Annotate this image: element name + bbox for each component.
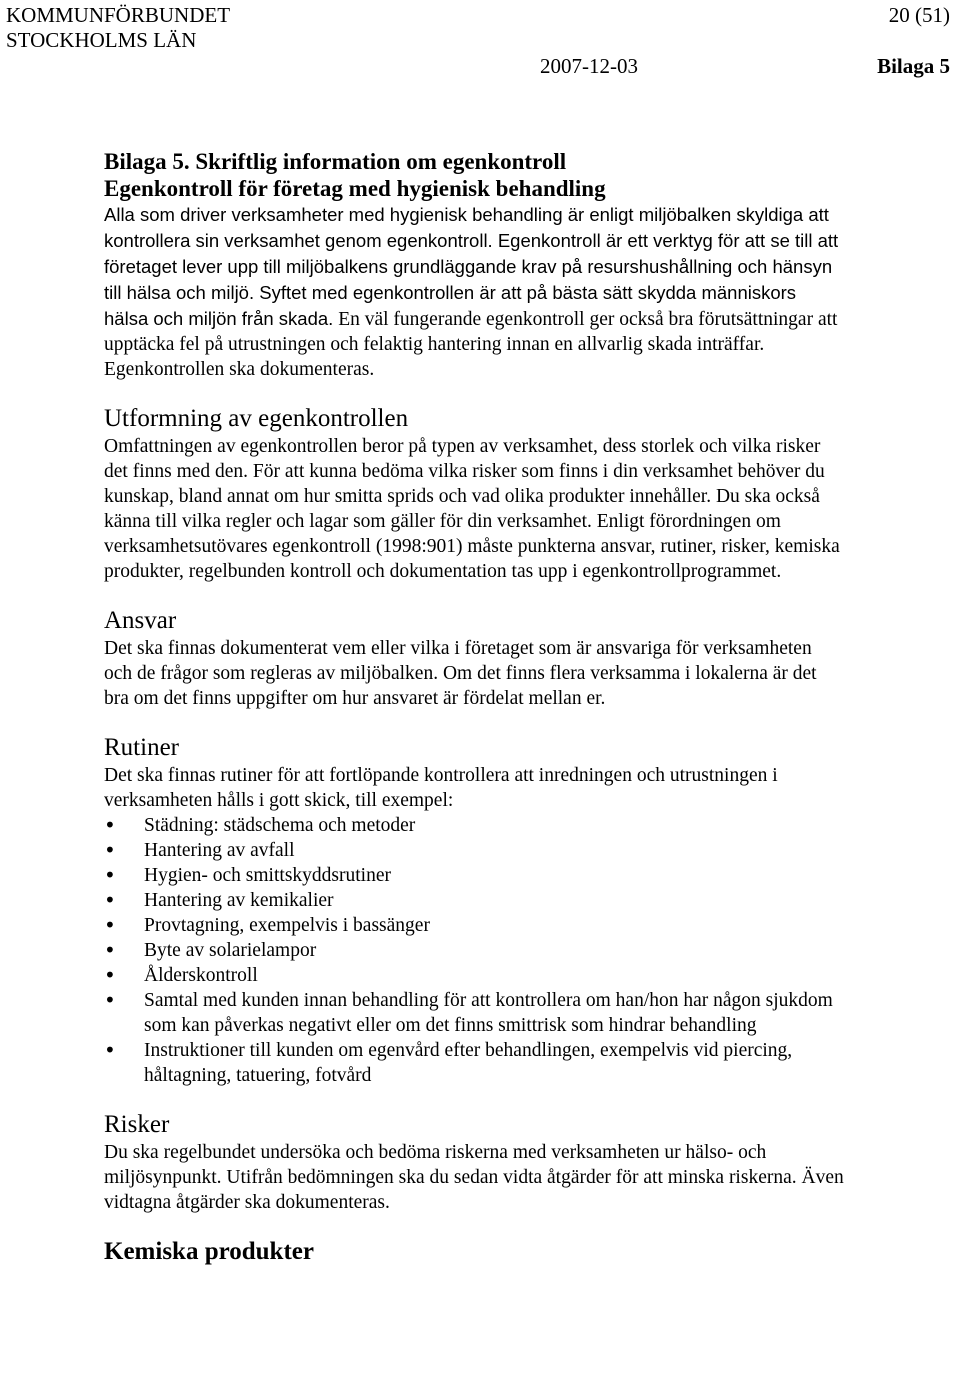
list-item: • Samtal med kunden innan behandling för att kontrollera om han/hon har någon sjukdom som kan påverkas negativt eller om det finns smittrisk som hindrar behandling — [104, 988, 844, 1038]
intro-paragraph — [104, 202, 844, 382]
rutiner-list — [104, 813, 844, 1088]
list-item: • Städning: städschema och metoder — [104, 813, 844, 838]
section-heading-ansvar: Ansvar — [104, 607, 177, 634]
section-heading-rutiner: Rutiner — [104, 734, 179, 761]
section-heading-utformning: Utformning av egenkontrollen — [104, 405, 409, 432]
intro-sans-text: Alla som driver verksamheter med hygienisk behandling är enligt miljöbalken skyldiga att kontrollera sin verksamhet genom egenkontroll. Egenkontroll är ett verktyg för att se till att företaget lever upp till miljöbalkens grundläggande krav på resurshushållning och hänsyn till hälsa och miljö. Syftet med egenkontrollen är att på bästa sätt skydda människors hälsa och miljön från skada. — [104, 204, 839, 329]
page-number: 20 (51) — [888, 3, 950, 27]
document-body — [104, 148, 844, 1267]
section-text-ansvar: Det ska finnas dokumenterat vem eller vilka i företaget som är ansvariga för verksamheten och de frågor som regleras av miljöbalken. Om det finns flera verksamma i lokalerna är det bra om det finns uppgifter om hur ansvaret är fördelat mellan er. — [104, 638, 817, 709]
list-item: • Hantering av avfall — [104, 838, 844, 863]
document-date: 2007-12-03 — [540, 54, 638, 78]
list-item: • Ålderskontroll — [104, 963, 844, 988]
section-heading-risker: Risker — [104, 1111, 170, 1138]
section-text-utformning: Omfattningen av egenkontrollen beror på typen av verksamhet, dess storlek och vilka risker det finns med den. För att kunna bedöma vilka risker som finns i din verksamhet behöver du kunskap, bland annat om hur smitta sprids och vad olika produkter innehåller. Du ska också känna till vilka regler och lagar som gäller för din verksamhet. Enligt förordningen om verksamhetsutövares egenkontroll (1998:901) måste punkterna ansvar, rutiner, risker, kemiska produkter, regelbunden kontroll och dokumentation tas upp i egenkontrollprogrammet. — [104, 436, 840, 582]
intro-serif-text: En väl fungerande egenkontroll ger också bra förutsättningar att upptäcka fel på utrustningen och felaktig hantering innan en allvarlig skada inträffar. Egenkontrollen ska dokumenteras. — [104, 309, 838, 380]
document-title: Bilaga 5. Skriftlig information om egenkontroll — [104, 149, 567, 174]
list-item: • Hantering av kemikalier — [104, 888, 844, 913]
section-heading-kemiska: Kemiska produkter — [104, 1238, 314, 1265]
document-subtitle: Egenkontroll för företag med hygienisk behandling — [104, 176, 606, 201]
list-item: • Instruktioner till kunden om egenvård efter behandlingen, exempelvis vid piercing, håltagning, tatuering, fotvård — [104, 1038, 844, 1088]
organization-name-line2: STOCKHOLMS LÄN — [6, 28, 197, 52]
organization-name-line1: KOMMUNFÖRBUNDET — [6, 3, 231, 27]
appendix-label: Bilaga 5 — [877, 54, 950, 78]
section-text-risker: Du ska regelbundet undersöka och bedöma riskerna med verksamheten ur hälso- och miljösynpunkt. Utifrån bedömningen ska du sedan vidta åtgärder för att minska riskerna. Även vidtagna åtgärder ska dokumenteras. — [104, 1142, 844, 1213]
list-item: • Hygien- och smittskyddsrutiner — [104, 863, 844, 888]
section-text-rutiner: Det ska finnas rutiner för att fortlöpande kontrollera att inredningen och utrustningen i verksamheten hålls i gott skick, till exempel: — [104, 765, 778, 811]
list-item: • Byte av solarielampor — [104, 938, 844, 963]
list-item: • Provtagning, exempelvis i bassänger — [104, 913, 844, 938]
